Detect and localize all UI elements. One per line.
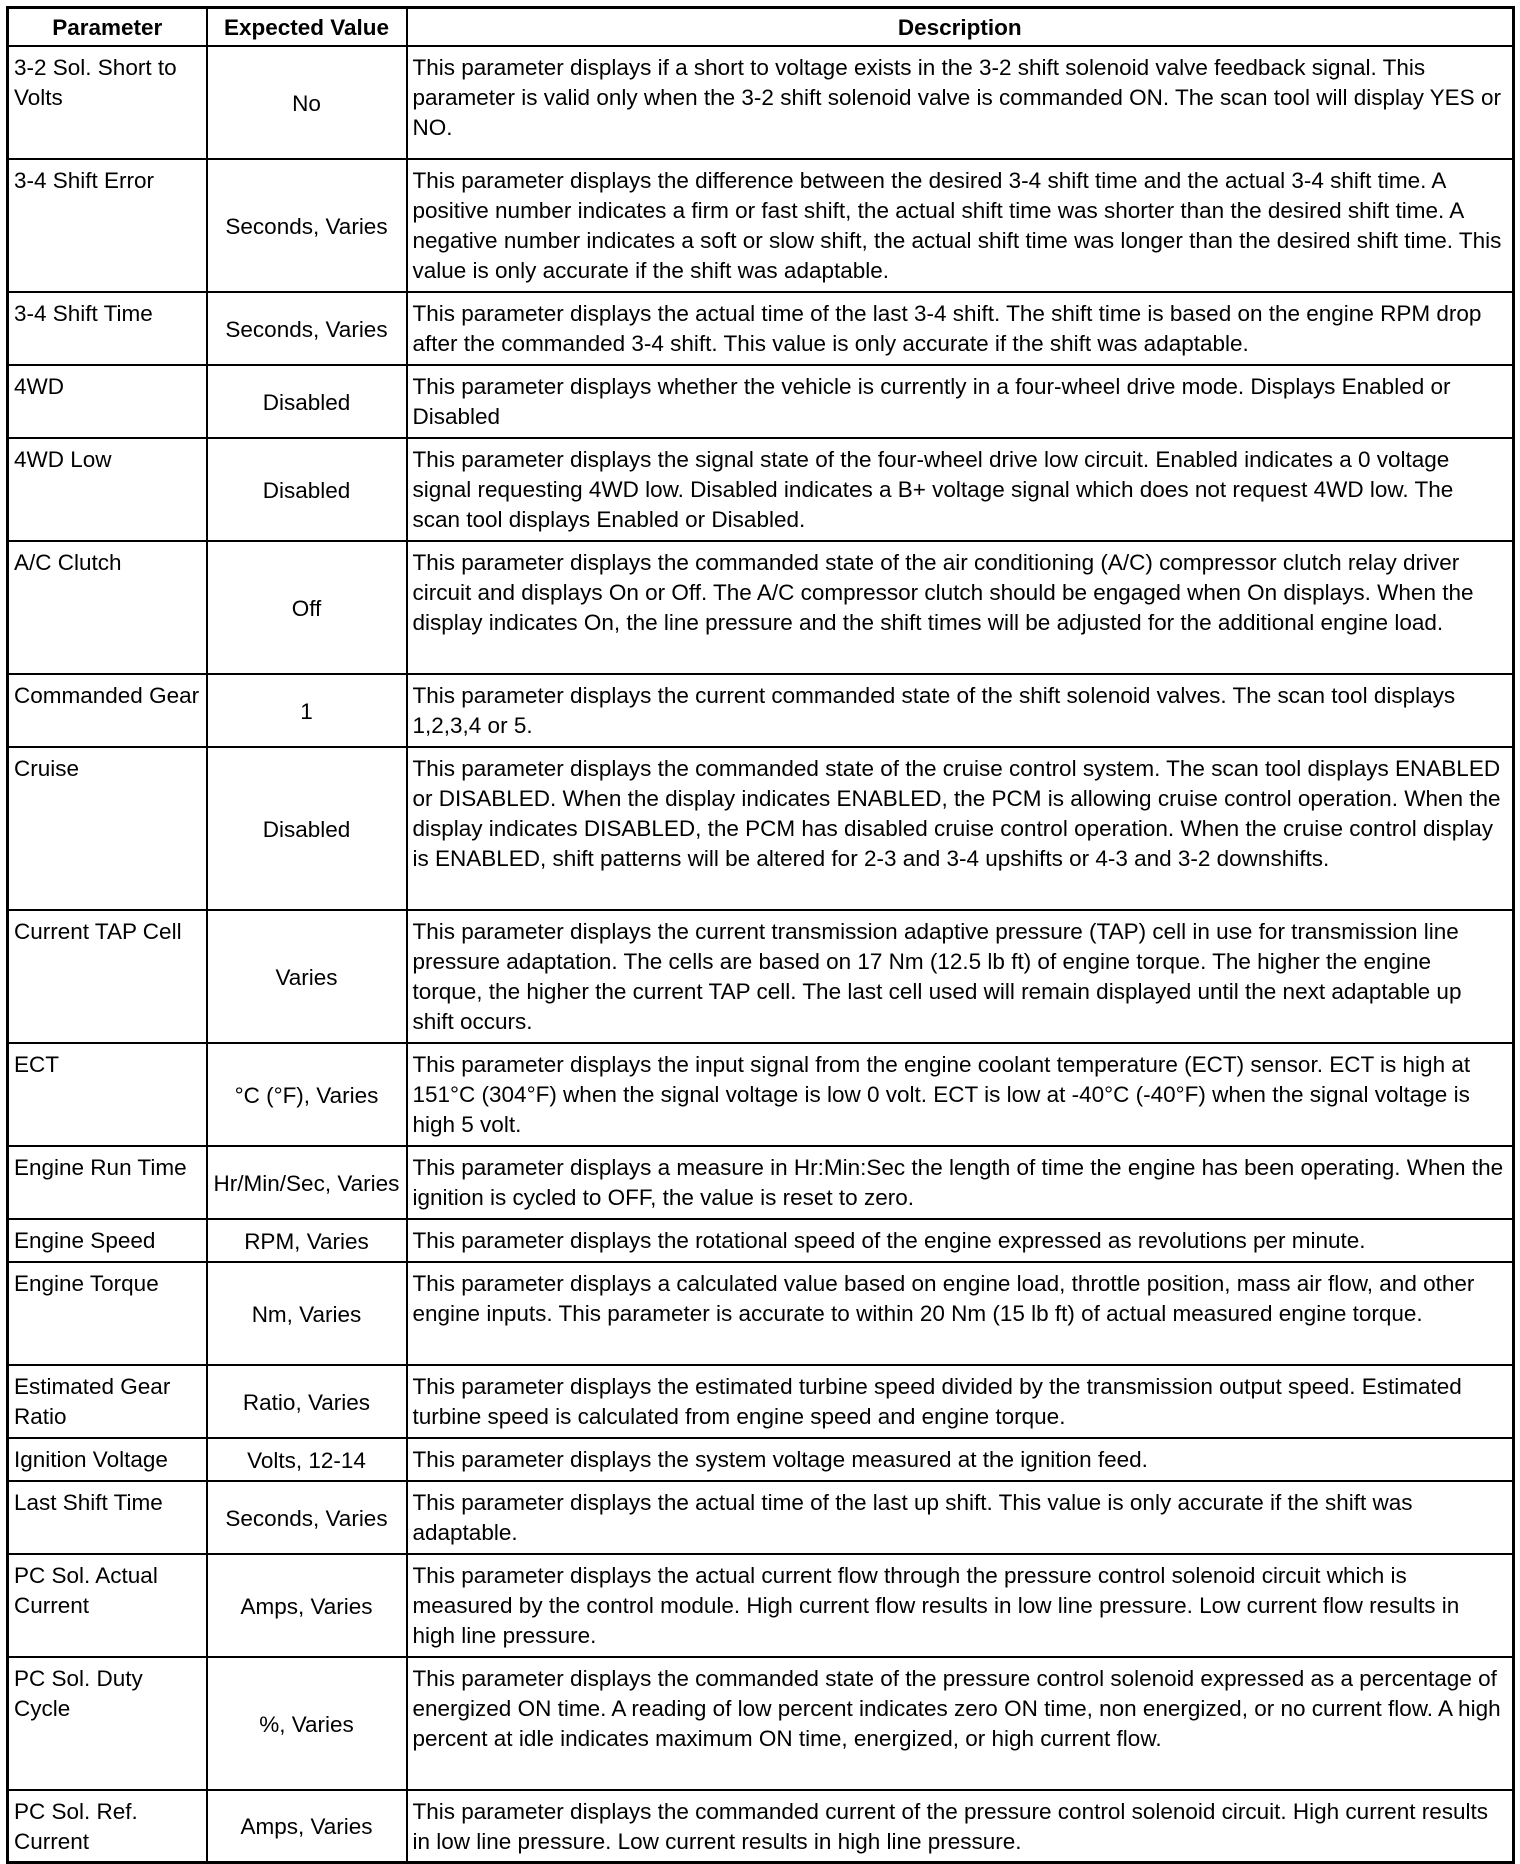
expected-value-cell: 1: [207, 674, 407, 747]
expected-value-cell: Nm, Varies: [207, 1262, 407, 1365]
expected-value-cell: Off: [207, 541, 407, 674]
expected-value-cell: Seconds, Varies: [207, 292, 407, 365]
expected-value-cell: °C (°F), Varies: [207, 1043, 407, 1146]
description-cell: This parameter displays the rotational speed of the engine expressed as revolutions per minute.: [407, 1219, 1514, 1262]
parameter-cell: 4WD Low: [8, 438, 207, 541]
header-row: [8, 8, 1514, 46]
table-row: [8, 747, 1514, 910]
description-cell: This parameter displays a calculated value based on engine load, throttle position, mass air flow, and other engine inputs. This parameter is accurate to within 20 Nm (15 lb ft) of actual measured engine torque.: [407, 1262, 1514, 1365]
expected-value-cell: Volts, 12-14: [207, 1438, 407, 1481]
header-expected-value: Expected Value: [207, 8, 407, 46]
description-cell: This parameter displays the estimated turbine speed divided by the transmission output speed. Estimated turbine speed is calculated from engine speed and engine torque.: [407, 1365, 1514, 1438]
table-row: [8, 1438, 1514, 1481]
expected-value-cell: Disabled: [207, 747, 407, 910]
description-cell: This parameter displays the commanded current of the pressure control solenoid circuit. High current results in low line pressure. Low current results in high line pressure.: [407, 1790, 1514, 1863]
expected-value-cell: Disabled: [207, 438, 407, 541]
scan-tool-parameter-table: [6, 6, 1515, 1864]
parameter-cell: Engine Torque: [8, 1262, 207, 1365]
expected-value-cell: Hr/Min/Sec, Varies: [207, 1146, 407, 1219]
description-cell: This parameter displays if a short to voltage exists in the 3-2 shift solenoid valve feedback signal. This parameter is valid only when the 3-2 shift solenoid valve is commanded ON. The scan tool will display YES or NO.: [407, 46, 1514, 159]
description-cell: This parameter displays the commanded state of the air conditioning (A/C) compressor clutch relay driver circuit and displays On or Off. The A/C compressor clutch should be engaged when On displays. When the display indicates On, the line pressure and the shift times will be adjusted for the additional engine load.: [407, 541, 1514, 674]
table-row: [8, 46, 1514, 159]
header-parameter: Parameter: [8, 8, 207, 46]
table-row: [8, 1554, 1514, 1657]
table-row: [8, 1262, 1514, 1365]
description-cell: This parameter displays the actual time of the last up shift. This value is only accurate if the shift was adaptable.: [407, 1481, 1514, 1554]
parameter-cell: 3-4 Shift Time: [8, 292, 207, 365]
table-header: [8, 8, 1514, 46]
description-cell: This parameter displays the difference between the desired 3-4 shift time and the actual 3-4 shift time. A positive number indicates a firm or fast shift, the actual shift time was shorter than the desired shift time. A negative number indicates a soft or slow shift, the actual shift time was longer than the desired shift time. This value is only accurate if the shift was adaptable.: [407, 159, 1514, 292]
table-row: [8, 1146, 1514, 1219]
table-row: [8, 1657, 1514, 1790]
description-cell: This parameter displays the signal state of the four-wheel drive low circuit. Enabled indicates a 0 voltage signal requesting 4WD low. Disabled indicates a B+ voltage signal which does not request 4WD low. The scan tool displays Enabled or Disabled.: [407, 438, 1514, 541]
parameter-cell: 4WD: [8, 365, 207, 438]
parameter-cell: Engine Speed: [8, 1219, 207, 1262]
table-row: [8, 1219, 1514, 1262]
expected-value-cell: %, Varies: [207, 1657, 407, 1790]
parameter-cell: Current TAP Cell: [8, 910, 207, 1043]
expected-value-cell: RPM, Varies: [207, 1219, 407, 1262]
parameter-cell: Engine Run Time: [8, 1146, 207, 1219]
parameter-cell: 3-4 Shift Error: [8, 159, 207, 292]
table-row: [8, 1481, 1514, 1554]
description-cell: This parameter displays the commanded state of the cruise control system. The scan tool displays ENABLED or DISABLED. When the display indicates ENABLED, the PCM is allowing cruise control operation. When the display indicates DISABLED, the PCM has disabled cruise control operation. When the cruise control display is ENABLED, shift patterns will be altered for 2-3 and 3-4 upshifts or 4-3 and 3-2 downshifts.: [407, 747, 1514, 910]
expected-value-cell: Seconds, Varies: [207, 1481, 407, 1554]
parameter-cell: Cruise: [8, 747, 207, 910]
parameter-cell: Last Shift Time: [8, 1481, 207, 1554]
table-row: [8, 1365, 1514, 1438]
description-cell: This parameter displays a measure in Hr:Min:Sec the length of time the engine has been operating. When the ignition is cycled to OFF, the value is reset to zero.: [407, 1146, 1514, 1219]
table-row: [8, 674, 1514, 747]
table-row: [8, 292, 1514, 365]
parameter-cell: PC Sol. Actual Current: [8, 1554, 207, 1657]
description-cell: This parameter displays the current transmission adaptive pressure (TAP) cell in use for transmission line pressure adaptation. The cells are based on 17 Nm (12.5 lb ft) of engine torque. The higher the engine torque, the higher the current TAP cell. The last cell used will remain displayed until the next adaptable up shift occurs.: [407, 910, 1514, 1043]
expected-value-cell: Amps, Varies: [207, 1554, 407, 1657]
parameter-cell: PC Sol. Duty Cycle: [8, 1657, 207, 1790]
table-row: [8, 541, 1514, 674]
table-row: [8, 1043, 1514, 1146]
table-row: [8, 1790, 1514, 1863]
expected-value-cell: Ratio, Varies: [207, 1365, 407, 1438]
table-row: [8, 159, 1514, 292]
parameter-table-page: [6, 6, 1512, 1864]
description-cell: This parameter displays whether the vehicle is currently in a four-wheel drive mode. Displays Enabled or Disabled: [407, 365, 1514, 438]
description-cell: This parameter displays the current commanded state of the shift solenoid valves. The scan tool displays 1,2,3,4 or 5.: [407, 674, 1514, 747]
parameter-cell: 3-2 Sol. Short to Volts: [8, 46, 207, 159]
table-row: [8, 438, 1514, 541]
description-cell: This parameter displays the actual time of the last 3-4 shift. The shift time is based on the engine RPM drop after the commanded 3-4 shift. This value is only accurate if the shift was adaptable.: [407, 292, 1514, 365]
parameter-cell: A/C Clutch: [8, 541, 207, 674]
description-cell: This parameter displays the input signal from the engine coolant temperature (ECT) sensor. ECT is high at 151°C (304°F) when the signal voltage is low 0 volt. ECT is low at -40°C (-40°F) when the signal voltage is high 5 volt.: [407, 1043, 1514, 1146]
expected-value-cell: Seconds, Varies: [207, 159, 407, 292]
expected-value-cell: No: [207, 46, 407, 159]
table-body: [8, 46, 1514, 1863]
table-row: [8, 910, 1514, 1043]
parameter-cell: Ignition Voltage: [8, 1438, 207, 1481]
expected-value-cell: Varies: [207, 910, 407, 1043]
parameter-cell: ECT: [8, 1043, 207, 1146]
description-cell: This parameter displays the system voltage measured at the ignition feed.: [407, 1438, 1514, 1481]
expected-value-cell: Amps, Varies: [207, 1790, 407, 1863]
expected-value-cell: Disabled: [207, 365, 407, 438]
table-row: [8, 365, 1514, 438]
description-cell: This parameter displays the actual current flow through the pressure control solenoid circuit which is measured by the control module. High current flow results in low line pressure. Low current flow results in high line pressure.: [407, 1554, 1514, 1657]
header-description: Description: [407, 8, 1514, 46]
parameter-cell: PC Sol. Ref. Current: [8, 1790, 207, 1863]
description-cell: This parameter displays the commanded state of the pressure control solenoid expressed as a percentage of energized ON time. A reading of low percent indicates zero ON time, non energized, or no current flow. A high percent at idle indicates maximum ON time, energized, or high current flow.: [407, 1657, 1514, 1790]
parameter-cell: Commanded Gear: [8, 674, 207, 747]
parameter-cell: Estimated Gear Ratio: [8, 1365, 207, 1438]
